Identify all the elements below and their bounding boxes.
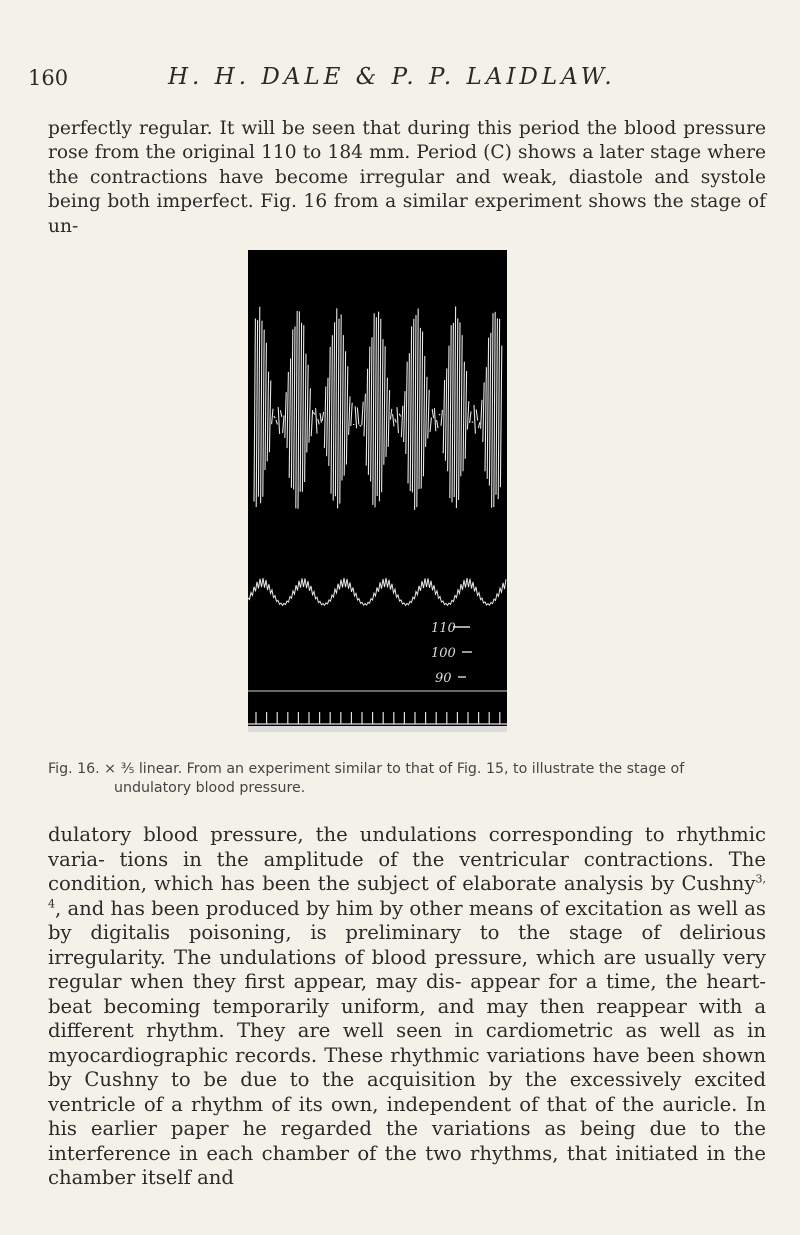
contraction-strokes: [254, 306, 502, 510]
pressure-line: [248, 578, 506, 605]
page-number: 160: [28, 66, 69, 90]
blood-pressure-tracing-graphic: [248, 250, 507, 732]
scale-label-110: 110: [431, 621, 456, 636]
caption-line-1: Fig. 16. × ⅗ linear. From an experiment similar to that of Fig. 15, to illustrate the stage of: [48, 761, 685, 777]
caption-line-2: undulatory blood pressure.: [114, 780, 306, 796]
running-head: H. H. DALE & P. P. LAIDLAW.: [168, 64, 616, 90]
reference-superscript: 3, 4: [48, 872, 766, 910]
figure-caption: [48, 760, 768, 798]
body-paragraph-bottom: [48, 823, 766, 1191]
time-signal-marks: [248, 712, 507, 724]
scale-label-90: 90: [435, 671, 452, 686]
ventricular-contraction-trace: [254, 306, 502, 510]
bottom-border: [248, 726, 507, 732]
figure-16-tracing: [248, 250, 507, 732]
body-text-before-ref: dulatory blood pressure, the undulations corresponding to rhythmic varia- tions in the amplitude of the ventricular contractions. The condition, which has been the subject of elaborate analysis by Cushny: [48, 823, 766, 895]
body-text-after-ref: , and has been produced by him by other means of excitation as well as by digitalis poisoning, is preliminary to the stage of delirious irregularity. The undulations of blood pressure, which are usually very regular when they first appear, may dis- appear for a time, the heart-beat becoming temporarily uniform, and may then reappear with a different rhythm. They are well seen in cardiometric as well as in myocardiographic records. These rhythmic variations have been shown by Cushny to be due to the acquisition by the excessively excited ventricle of a rhythm of its own, independent of that of the auricle. In his earlier paper he regarded the variations as being due to the interference in each chamber of the two rhythms, that initiated in the chamber itself and: [48, 896, 766, 1189]
pressure-scale: [431, 621, 472, 686]
page-header: [0, 66, 800, 94]
blood-pressure-trace: [248, 578, 506, 605]
body-paragraph-top: perfectly regular. It will be seen that during this period the blood pressure rose from the original 110 to 184 mm. Period (C) shows a later stage where the contractions have become irregular and weak, diastole and systole being both imperfect. Fig. 16 from a similar experiment shows the stage of un-: [48, 118, 766, 237]
scale-label-100: 100: [431, 646, 456, 661]
